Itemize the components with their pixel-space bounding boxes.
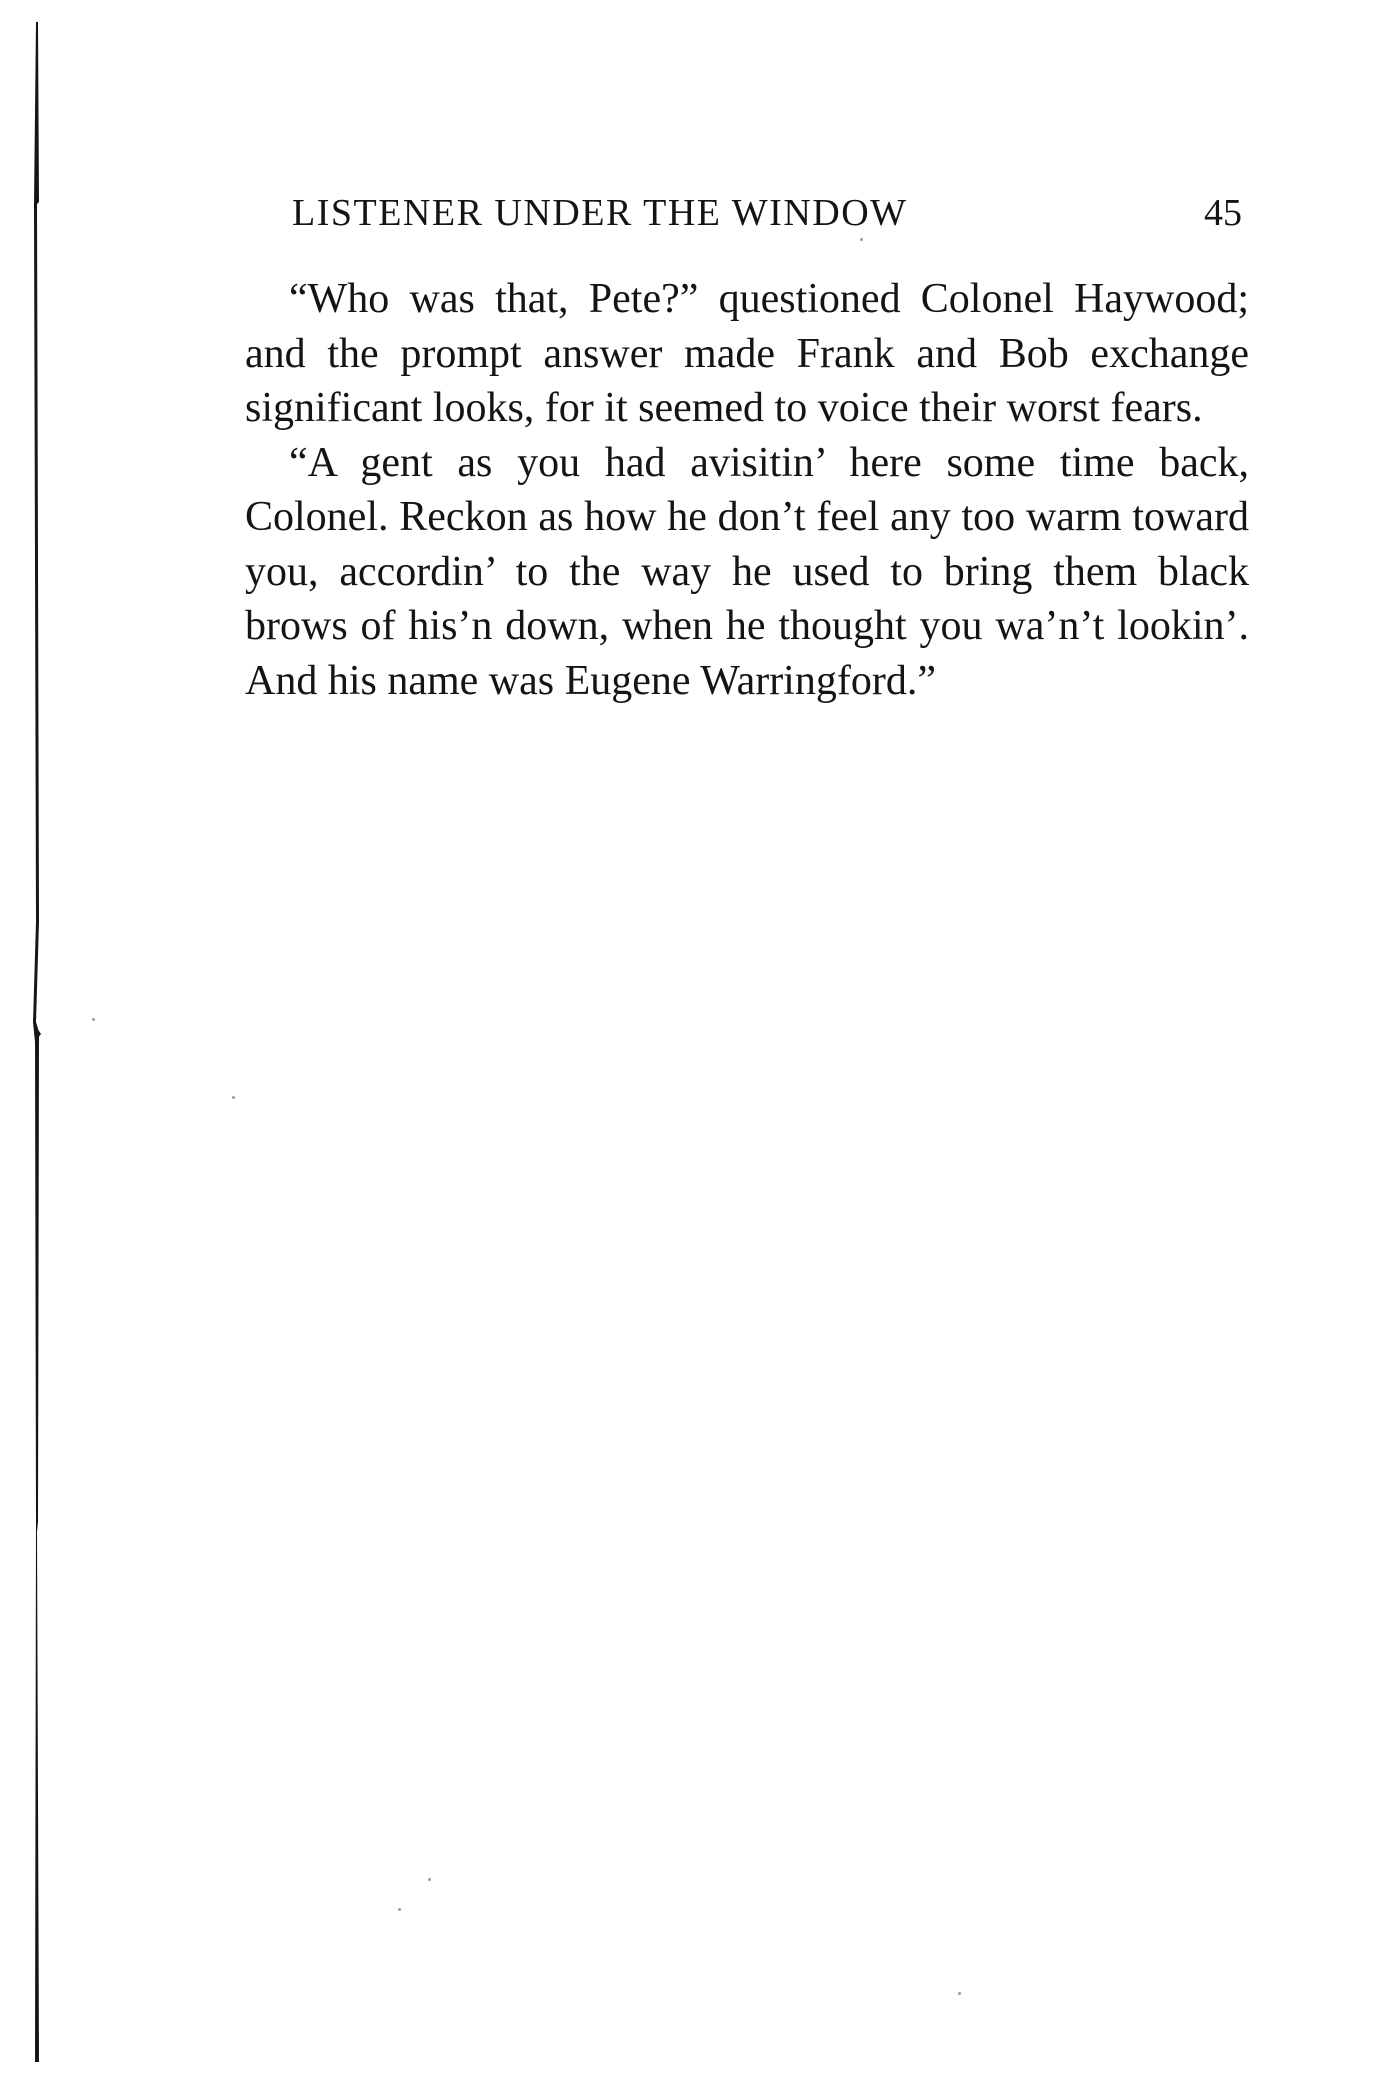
scan-speck (958, 1992, 961, 1995)
paragraph: “Who was that, Pete?” questioned Colonel Haywood; and the prompt answer made Frank and Bob exchange significant looks, for it seemed to voice their worst fears. (245, 276, 1249, 431)
paragraph: “A gent as you had avisitin’ here some time back, Colonel. Reckon as how he don’t feel any too warm toward you, accordin’ to the way he used to bring them black brows of his’n down, when he thought you wa’n’t lookin’. And his name was Eugene Warringford.” (245, 439, 1249, 704)
page-number: 45 (1204, 192, 1242, 234)
running-title: LISTENER UNDER THE WINDOW (292, 192, 908, 234)
binding-edge-shadow (33, 22, 41, 2062)
scan-speck (92, 1018, 95, 1021)
body-text (245, 272, 1249, 708)
scan-speck (398, 1908, 401, 1911)
scan-speck (860, 238, 863, 241)
scan-speck (232, 1096, 235, 1099)
scan-speck (428, 1878, 431, 1881)
running-head (292, 188, 1252, 238)
